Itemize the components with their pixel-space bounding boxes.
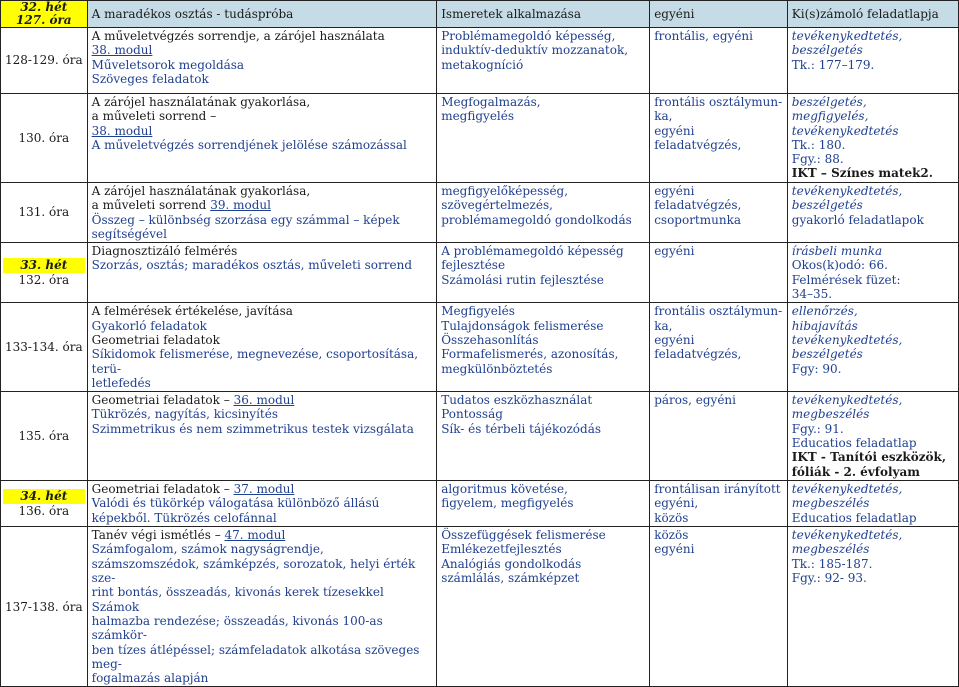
topic-line: A műveletvégzés sorrendje, a zárójel használata — [91, 29, 385, 43]
tools-line: Fgy: 90. — [791, 361, 842, 376]
workform-line: frontálisan irányított — [654, 482, 781, 497]
lesson-number: 135. óra — [18, 429, 70, 443]
tools-line: Fgy.: 92- 93. — [791, 571, 867, 586]
workform-line: frontális osztálymun- — [654, 304, 783, 319]
header-topic: A maradékos osztás - tudáspróba — [87, 1, 437, 28]
topic-line: rint bontás, összeadás, kivonás kerek tízesekkel Számok — [91, 585, 384, 614]
skill-line: számlálás, számképzet — [441, 571, 580, 586]
skills-cell — [437, 481, 650, 527]
tools-line: tevékenykedtetés, — [791, 393, 903, 408]
tools-line: írásbeli munka — [791, 244, 883, 259]
tools-cell — [787, 243, 958, 303]
workform-cell — [650, 28, 788, 94]
lesson-cell — [1, 392, 88, 481]
skills-cell — [437, 243, 650, 303]
tools-line: Fgy.: 88. — [791, 152, 844, 167]
skill-line: Formafelismerés, azonosítás, — [441, 347, 619, 362]
module-link[interactable]: 47. modul — [224, 528, 286, 543]
tools-line: fóliák - 2. évfolyam — [791, 464, 920, 479]
table-row — [1, 183, 959, 243]
tools-line: tevékenykedtetés, — [791, 482, 903, 497]
skill-line: A problémamegoldó képesség — [441, 244, 624, 259]
workform-line: egyéni — [654, 244, 695, 259]
tools-line: Tk.: 185-187. — [791, 556, 873, 571]
skills-cell — [437, 28, 650, 94]
topic-line: A műveletvégzés sorrendjének jelölése számozással — [91, 137, 407, 152]
topic-line: letlefedés — [91, 375, 151, 390]
topic-line: halmazba rendezése; összeadás, kivonás 100-as számkör- — [91, 613, 383, 643]
skill-line: megkülönböztetés — [441, 361, 553, 376]
tools-line: beszélgetés — [791, 198, 863, 213]
topic-line: Tükrözés, nagyítás, kicsinyítés — [91, 407, 278, 422]
header-row — [1, 1, 959, 28]
tools-line: Tk.: 177–179. — [791, 57, 875, 72]
tools-line: IKT - Tanítói eszközök, — [791, 450, 947, 465]
tools-line: tevékenykedtetés, — [791, 184, 903, 198]
topic-line: A felmérések értékelése, javítása — [91, 304, 293, 319]
skill-line: Problémamegoldó képesség, — [441, 29, 616, 43]
topic-cell — [87, 183, 437, 243]
topic-line: Valódi és tükörkép válogatása különböző állású — [91, 496, 380, 511]
topic-line: Tanév végi ismétlés – 47. modul — [91, 528, 286, 543]
workform-line: egyéni feladatvégzés, — [654, 332, 742, 362]
tools-cell — [787, 183, 958, 243]
workform-line: egyéni — [654, 542, 695, 557]
skills-cell — [437, 183, 650, 243]
table-row — [1, 243, 959, 303]
tools-line: Fgy.: 91. — [791, 421, 844, 436]
workform-cell — [650, 303, 788, 392]
skill-line: Összefüggések felismerése — [441, 528, 606, 543]
tools-cell — [787, 481, 958, 527]
tools-line: megbeszélés — [791, 496, 870, 511]
workform-line: páros, egyéni — [654, 393, 737, 408]
module-link[interactable]: 38. modul — [91, 43, 153, 58]
workform-line: ka, — [654, 109, 673, 124]
topic-line: Geometriai feladatok – 36. modul — [91, 393, 295, 408]
module-link[interactable]: 37. modul — [233, 482, 295, 497]
skill-line: induktív-deduktív mozzanatok, — [441, 43, 629, 58]
skill-line: megfigyelőképesség, — [441, 184, 569, 198]
week-label: 34. hét — [3, 489, 85, 503]
workform-line: közös — [654, 528, 689, 543]
workform-cell — [650, 392, 788, 481]
skills-cell — [437, 94, 650, 183]
lesson-cell — [1, 527, 88, 687]
tools-line: 34–35. — [791, 287, 833, 302]
workform-line: frontális osztálymun- — [654, 95, 783, 109]
tools-line: beszélgetés — [791, 43, 863, 58]
skills-cell — [437, 392, 650, 481]
skill-line: Emlékezetfejlesztés — [441, 542, 562, 557]
tools-line: IKT – Színes matek2. — [791, 166, 933, 181]
skill-line: figyelem, megfigyelés — [441, 496, 574, 511]
skill-line: problémamegoldó gondolkodás — [441, 212, 632, 227]
tools-line: beszélgetés, — [791, 95, 867, 109]
lesson-number: 131. óra — [18, 205, 70, 220]
header-workform: egyéni — [650, 1, 788, 28]
table-row — [1, 527, 959, 687]
tools-line: beszélgetés — [791, 347, 863, 362]
skill-line: megfigyelés — [441, 109, 515, 124]
lesson-number: 136. óra — [18, 503, 70, 518]
tools-line: tevékenykedtetés — [791, 123, 899, 138]
topic-line: fogalmazás alapján — [91, 671, 209, 686]
topic-line: Gyakorló feladatok — [91, 318, 207, 333]
week-label: 33. hét — [3, 258, 85, 272]
workform-cell — [650, 243, 788, 303]
tools-line: Educatios feladatlap — [791, 436, 917, 451]
workform-cell — [650, 481, 788, 527]
skill-line: algoritmus követése, — [441, 482, 568, 497]
skill-line: Számolási rutin fejlesztése — [441, 272, 604, 287]
tools-cell — [787, 28, 958, 94]
topic-line: Szimmetrikus és nem szimmetrikus testek vizsgálata — [91, 421, 414, 436]
workform-line: közös — [654, 510, 689, 525]
workform-line: egyéni, — [654, 496, 699, 511]
header-lesson-cell — [1, 1, 88, 28]
tools-cell — [787, 94, 958, 183]
tools-cell — [787, 303, 958, 392]
topic-line: Számfogalom, számok nagyságrendje, — [91, 542, 324, 557]
topic-cell — [87, 392, 437, 481]
lesson-label: 127. óra — [16, 13, 72, 27]
module-link[interactable]: 39. modul — [210, 198, 271, 213]
tools-line: Okos(k)odó: 66. — [791, 258, 888, 273]
lesson-number: 133-134. óra — [5, 340, 83, 355]
tools-cell — [787, 392, 958, 481]
topic-cell — [87, 243, 437, 303]
tools-cell — [787, 527, 958, 687]
tools-line: megbeszélés — [791, 407, 870, 422]
skill-line: Analógiás gondolkodás — [441, 556, 582, 571]
skill-line: Tudatos eszközhasználat — [441, 393, 593, 408]
workform-line: frontális, egyéni — [654, 29, 753, 43]
skills-cell — [437, 303, 650, 392]
lesson-number: 130. óra — [18, 130, 70, 145]
tools-line: tevékenykedtetés, — [791, 332, 903, 347]
week-label: 32. hét — [20, 0, 68, 14]
table-row — [1, 481, 959, 527]
lesson-cell — [1, 183, 88, 243]
table-row — [1, 94, 959, 183]
header-activity: Ismeretek alkalmazása — [437, 1, 650, 28]
topic-line: Geometriai feladatok – 37. modul — [91, 482, 295, 497]
lesson-cell — [1, 303, 88, 392]
tools-line: hibajavítás — [791, 318, 858, 333]
skill-line: Tulajdonságok felismerése — [441, 318, 604, 333]
topic-cell — [87, 303, 437, 392]
skill-line: Megfigyelés — [441, 304, 515, 319]
lesson-number: 132. óra — [18, 272, 70, 287]
topic-line: A zárójel használatának gyakorlása, — [91, 95, 311, 109]
lesson-cell — [1, 94, 88, 183]
tools-line: tevékenykedtetés, — [791, 29, 903, 43]
topic-cell — [87, 481, 437, 527]
topic-line: Összeg – különbség szorzása egy számmal – képek segítségével — [91, 212, 400, 241]
tools-line: Felmérések füzet: — [791, 272, 901, 287]
module-link[interactable]: 38. modul — [91, 123, 153, 138]
skill-line: Összehasonlítás — [441, 332, 539, 347]
skills-cell — [437, 527, 650, 687]
header-tools: Ki(s)zámoló feladatlapja — [787, 1, 958, 28]
topic-line: Diagnosztizáló felmérés — [91, 244, 238, 259]
topic-line: képekből. Tükrözés celofánnal — [91, 510, 277, 525]
topic-line: A zárójel használatának gyakorlása, — [91, 184, 311, 198]
tools-line: megbeszélés — [791, 542, 870, 557]
lesson-cell — [1, 243, 88, 303]
table-row — [1, 392, 959, 481]
workform-line: egyéni feladatvégzés, — [654, 184, 742, 213]
table-row — [1, 28, 959, 94]
workform-cell — [650, 94, 788, 183]
topic-line: számszomszédok, számképzés, sorozatok, helyi érték sze- — [91, 556, 416, 586]
tools-line: Tk.: 180. — [791, 137, 846, 152]
tools-line: tevékenykedtetés, — [791, 528, 903, 543]
topic-line: Geometriai feladatok — [91, 332, 220, 347]
lesson-cell — [1, 28, 88, 94]
topic-line: Műveletsorok megoldása — [91, 57, 245, 72]
tools-line: Educatios feladatlap — [791, 510, 917, 525]
module-link[interactable]: 36. modul — [233, 393, 295, 408]
workform-line: ka, — [654, 318, 673, 333]
skill-line: metakogníció — [441, 57, 524, 72]
topic-line: a műveleti sorrend 39. modul — [91, 198, 271, 213]
workform-cell — [650, 527, 788, 687]
workform-line: csoportmunka — [654, 212, 742, 227]
skill-line: Megfogalmazás, — [441, 95, 541, 109]
topic-cell — [87, 94, 437, 183]
topic-line: a műveleti sorrend – — [91, 109, 217, 124]
topic-line: Síkidomok felismerése, megnevezése, csoportosítása, terü- — [91, 347, 419, 376]
topic-cell — [87, 527, 437, 687]
lesson-number: 137-138. óra — [5, 599, 83, 614]
skill-line: Sík- és térbeli tájékozódás — [441, 421, 602, 436]
workform-cell — [650, 183, 788, 243]
topic-cell — [87, 28, 437, 94]
topic-line: ben tízes átlépéssel; számfeladatok alkotása szöveges meg- — [91, 642, 420, 671]
skill-line: szövegértelmezés, — [441, 198, 553, 213]
table-row — [1, 303, 959, 392]
lesson-cell — [1, 481, 88, 527]
lesson-number: 128-129. óra — [5, 53, 83, 68]
workform-line: egyéni feladatvégzés, — [654, 123, 742, 152]
topic-line: Szöveges feladatok — [91, 71, 209, 86]
tools-line: ellenőrzés, — [791, 304, 858, 319]
tools-line: megfigyelés, — [791, 109, 869, 124]
skill-line: fejlesztése — [441, 258, 506, 273]
tools-line: gyakorló feladatlapok — [791, 212, 924, 227]
topic-line: Szorzás, osztás; maradékos osztás, műveleti sorrend — [91, 258, 413, 273]
skill-line: Pontosság — [441, 407, 503, 422]
